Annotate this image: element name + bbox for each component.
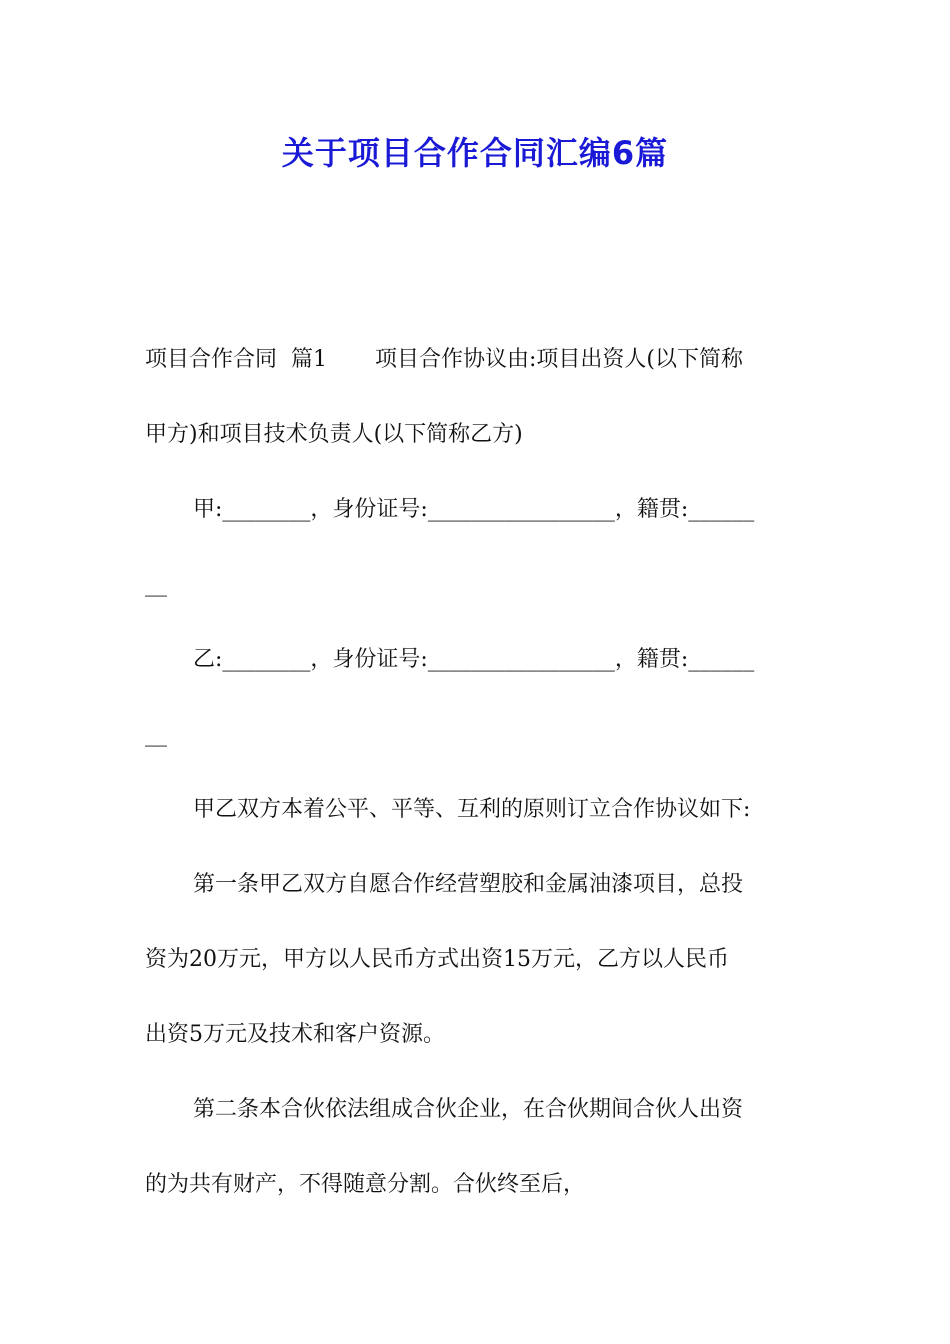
article-1-line: 资为20万元，甲方以人民币方式出资15万元，乙方以人民币 bbox=[145, 947, 729, 972]
paragraph-line: 甲乙双方本着公平、平等、互利的原则订立合作协议如下: bbox=[193, 797, 751, 822]
document-body bbox=[145, 336, 810, 1236]
article-1-line: 出资5万元及技术和客户资源。 bbox=[145, 1022, 445, 1047]
article-2-line: 第二条本合伙依法组成合伙企业，在合伙期间合伙人出资 bbox=[193, 1097, 744, 1122]
paragraph-line: 甲方)和项目技术负责人(以下简称乙方) bbox=[145, 422, 523, 447]
section-label: 项目合作合同 篇1 bbox=[145, 347, 327, 372]
party-a-line: 甲:________，身份证号:_________________，籍贯:______ bbox=[193, 497, 755, 522]
party-b-line-continued: __ bbox=[145, 722, 167, 747]
document-title: 关于项目合作合同汇编6篇 bbox=[281, 134, 669, 172]
party-b-line: 乙:________，身份证号:_________________，籍贯:______ bbox=[193, 647, 755, 672]
paragraph-line bbox=[145, 336, 810, 411]
article-1-line: 第一条甲乙双方自愿合作经营塑胶和金属油漆项目，总投 bbox=[193, 872, 744, 897]
party-a-line-continued: __ bbox=[145, 572, 167, 597]
article-2-line: 的为共有财产，不得随意分割。合伙终至后， bbox=[145, 1172, 586, 1197]
line-text: 项目合作协议由:项目出资人(以下简称 bbox=[374, 347, 743, 372]
